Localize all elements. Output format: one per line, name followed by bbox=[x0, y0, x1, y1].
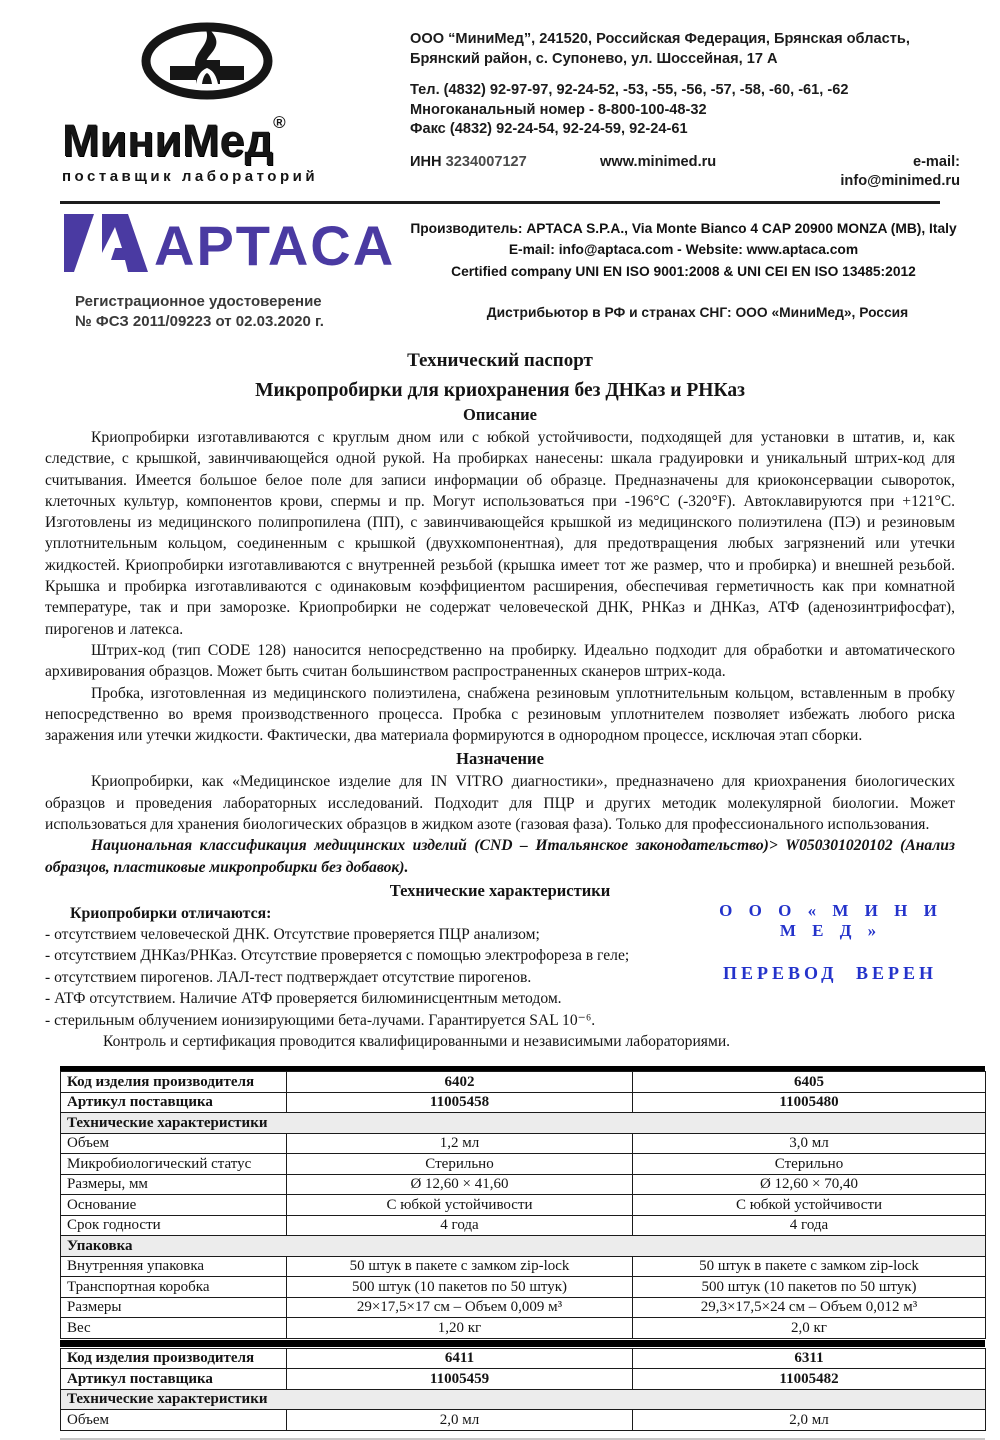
inn-value: 3234007127 bbox=[445, 153, 527, 170]
row-value: Ø 12,60 × 41,60 bbox=[287, 1174, 633, 1195]
row-value: 29×17,5×17 см – Объем 0,009 м³ bbox=[287, 1297, 633, 1318]
table-row bbox=[61, 1389, 986, 1410]
spec-tables bbox=[60, 1066, 985, 1440]
registered-mark: ® bbox=[273, 113, 286, 132]
table-section-header: Упаковка bbox=[61, 1236, 986, 1257]
row-value: 6402 bbox=[287, 1072, 633, 1093]
brand-wordmark bbox=[62, 100, 392, 164]
row-value: 500 штук (10 пакетов по 50 штук) bbox=[633, 1277, 986, 1298]
row-value: 50 штук в пакете с замком zip-lock bbox=[287, 1256, 633, 1277]
row-label: Транспортная коробка bbox=[61, 1277, 287, 1298]
row-value: 4 года bbox=[633, 1215, 986, 1236]
table-row bbox=[61, 1092, 986, 1113]
stamp-line: О О О « М И Н И М Е Д » bbox=[719, 901, 941, 940]
tech-bullet: - стерильным облучением ионизирующими бета-лучами. Гарантируется SAL 10⁻⁶. bbox=[45, 1011, 596, 1029]
table-row bbox=[61, 1277, 986, 1298]
aptaca-logo-icon bbox=[62, 211, 407, 275]
table-row bbox=[61, 1215, 986, 1236]
row-label: Основание bbox=[61, 1195, 287, 1216]
table-row bbox=[61, 1195, 986, 1216]
row-value: 2,0 мл bbox=[287, 1410, 633, 1431]
tech-bullet: - отсутствием человеческой ДНК. Отсутствие проверяется ПЦР анализом; bbox=[45, 925, 540, 943]
table-row bbox=[61, 1348, 986, 1369]
description-paragraph: Пробка, изготовленная из медицинского полиэтилена, снабжена резиновым уплотнительным кольцом, вставленным в пробку непосредственно во время производственного процесса. Пробка с резиновым уплотнителем позволяет избежать любого риска заражения или утечки жидкости. Фактически, два материала формируются в однородном процессе, исключая этап сборки. bbox=[45, 684, 955, 745]
spec-table-1 bbox=[60, 1071, 986, 1339]
doc-subtitle: Микропробирки для криохранения без ДНКаз и РНКаз bbox=[255, 380, 745, 401]
table-row bbox=[61, 1318, 986, 1339]
row-value: С юбкой устойчивости bbox=[287, 1195, 633, 1216]
row-label: Внутренняя упаковка bbox=[61, 1256, 287, 1277]
row-value: 11005459 bbox=[287, 1369, 633, 1390]
row-value: 50 штук в пакете с замком zip-lock bbox=[633, 1256, 986, 1277]
aptaca-contact-line[interactable]: E-mail: info@aptaca.com - Website: www.aptaca.com bbox=[508, 242, 859, 257]
tech-closing: Контроль и сертификация проводится квалифицированными и независимыми лабораториями. bbox=[103, 1033, 731, 1051]
distributor-line: Дистрибьютор в РФ и странах СНГ: ООО «МиниМед», Россия bbox=[486, 305, 909, 320]
description-paragraph: Криопробирки изготавливаются с круглым дном или с юбкой устойчивости, подходящей для установки в штатив, и, как следствие, с крышкой, завинчивающейся одной рукой. На пробирках нанесены: шкала градуировки и уникальный штрих-код для считывания. Имеется большое белое поле для записи информации об образце. Предназначены для криоконсервации сывороток, клеточных культур, компонентов крови, спермы и пр. Могут использоваться при -196°С (-320°F). Автоклавируются при +121°С. Изготовлены из медицинского полипропилена (ПП), с завинчивающейся крышкой из медицинского полиэтилена (ПЭ) и резиновым уплотнительным кольцом, соединенным с крышкой (двухкомпонентная), для предотвращения любых загрязнений или утечки жидкостей. Криопробирки изготавливаются с внутренней резьбой (крышка имеет тот же размер, что и пробирка) и внешней резьбой. Крышка и пробирка изготавливаются с одинаковым коэффициентом расширения, обеспечивая герметичность как при комнатной температуре, так и при заморозке. Криопробирки не содержат человеческой ДНК, РНКаз и ДНКаз, АТФ (аденозинтрифосфат), пирогенов и латекса. bbox=[45, 429, 955, 638]
svg-text:APTACA: APTACA bbox=[154, 213, 396, 275]
table-section-header: Технические характеристики bbox=[61, 1113, 986, 1134]
aptaca-header bbox=[0, 204, 1000, 283]
row-value: 6411 bbox=[287, 1348, 633, 1369]
row-value: 6405 bbox=[633, 1072, 986, 1093]
website-link[interactable]: www.minimed.ru bbox=[600, 153, 717, 170]
tech-bullet: - отсутствием ДНКаз/РНКаз. Отсутствие проверяется с помощью электрофореза в геле; bbox=[45, 947, 630, 965]
description-paragraph: Штрих-код (тип CODE 128) наносится непосредственно на пробирку. Идеально подходит для обработки и автоматического архивирования образцов. Может быть считан большинством распространенных сканеров штрих-кода. bbox=[45, 641, 955, 681]
registration-certificate bbox=[75, 292, 435, 332]
inn-label: ИНН bbox=[410, 153, 446, 170]
registration-line: № ФСЗ 2011/09223 от 02.03.2020 г. bbox=[75, 313, 324, 330]
page-header bbox=[0, 0, 1000, 192]
row-label: Срок годности bbox=[61, 1215, 287, 1236]
row-value: 29,3×17,5×24 см – Объем 0,012 м³ bbox=[633, 1297, 986, 1318]
table-section-header: Технические характеристики bbox=[61, 1389, 986, 1410]
row-label: Код изделия производителя bbox=[61, 1348, 287, 1369]
translation-stamp bbox=[705, 901, 955, 984]
minimed-logo bbox=[62, 22, 392, 192]
row-label: Размеры bbox=[61, 1297, 287, 1318]
row-value: 11005480 bbox=[633, 1092, 986, 1113]
table-row bbox=[61, 1133, 986, 1154]
row-value: 1,2 мл bbox=[287, 1133, 633, 1154]
brand-tagline: поставщик лабораторий bbox=[62, 168, 319, 185]
row-value: 6311 bbox=[633, 1348, 986, 1369]
row-label: Объем bbox=[61, 1133, 287, 1154]
table-row bbox=[61, 1236, 986, 1257]
tech-bullet: - АТФ отсутствием. Наличие АТФ проверяется билюминисцентным методом. bbox=[45, 990, 562, 1008]
aptaca-logo bbox=[62, 211, 407, 283]
table-separator bbox=[60, 1340, 985, 1347]
row-value: 3,0 мл bbox=[633, 1133, 986, 1154]
table-row bbox=[61, 1174, 986, 1195]
address-line: ООО “МиниМед”, 241520, Российская Федерация, Брянская область, bbox=[410, 31, 910, 47]
row-value: 11005458 bbox=[287, 1092, 633, 1113]
registration-line: Регистрационное удостоверение bbox=[75, 293, 322, 310]
phone-line: Многоканальный номер - 8-800-100-48-32 bbox=[410, 101, 707, 118]
row-value: 2,0 мл bbox=[633, 1410, 986, 1431]
address-line: Брянский район, с. Супонево, ул. Шоссейная, 17 А bbox=[410, 50, 778, 67]
producer-line: Производитель: APTACA S.P.A., Via Monte Bianco 4 CAP 20900 MONZA (MB), Italy bbox=[410, 220, 957, 236]
table-row bbox=[61, 1113, 986, 1134]
phone-line: Тел. (4832) 92-97-97, 92-24-52, -53, -55, -56, -57, -58, -60, -61, -62 bbox=[410, 82, 849, 98]
row-label: Вес bbox=[61, 1318, 287, 1339]
row-value: Ø 12,60 × 70,40 bbox=[633, 1174, 986, 1195]
row-label: Объем bbox=[61, 1410, 287, 1431]
registration-row bbox=[0, 282, 1000, 332]
tech-lead: Криопробирки отличаются: bbox=[70, 904, 272, 922]
table-row bbox=[61, 1369, 986, 1390]
row-value: 11005482 bbox=[633, 1369, 986, 1390]
row-value: 500 штук (10 пакетов по 50 штук) bbox=[287, 1277, 633, 1298]
row-value: 1,20 кг bbox=[287, 1318, 633, 1339]
row-label: Артикул поставщика bbox=[61, 1369, 287, 1390]
tech-bullet: - отсутствием пирогенов. ЛАЛ-тест подтверждает отсутствие пирогенов. bbox=[45, 968, 532, 986]
row-label: Код изделия производителя bbox=[61, 1072, 287, 1093]
row-value: С юбкой устойчивости bbox=[633, 1195, 986, 1216]
table-row bbox=[61, 1256, 986, 1277]
brand-text: МиниМед bbox=[62, 115, 274, 166]
row-value: 4 года bbox=[287, 1215, 633, 1236]
section-head-purpose: Назначение bbox=[456, 749, 544, 769]
row-label: Размеры, мм bbox=[61, 1174, 287, 1195]
minimed-flame-icon bbox=[140, 22, 274, 100]
stamp-line: ПЕРЕВОД ВЕРЕН bbox=[722, 963, 937, 983]
certified-line: Certified company UNI EN ISO 9001:2008 & UNI CEI EN ISO 13485:2012 bbox=[451, 263, 916, 279]
table-row bbox=[61, 1297, 986, 1318]
row-label: Микробиологический статус bbox=[61, 1154, 287, 1175]
row-value: Стерильно bbox=[287, 1154, 633, 1175]
section-head-description: Описание bbox=[463, 405, 537, 424]
row-label: Артикул поставщика bbox=[61, 1092, 287, 1113]
row-value: 2,0 кг bbox=[633, 1318, 986, 1339]
email-link[interactable]: e-mail: info@minimed.ru bbox=[840, 153, 960, 189]
table-row bbox=[61, 1410, 986, 1431]
company-contacts bbox=[392, 22, 960, 192]
spec-table-2 bbox=[60, 1348, 986, 1431]
phone-line: Факс (4832) 92-24-54, 92-24-59, 92-24-61 bbox=[410, 121, 688, 137]
section-head-tech: Технические характеристики bbox=[389, 880, 611, 900]
inn bbox=[410, 153, 600, 192]
table-row bbox=[61, 1072, 986, 1093]
aptaca-info bbox=[407, 211, 960, 283]
row-value: Стерильно bbox=[633, 1154, 986, 1175]
purpose-paragraph: Криопробирки, как «Медицинское изделие для IN VITRO диагностики», предназначено для криохранения биологических образцов и проведения лабораторных исследований. Подходит для ПЦР и других методик молекулярной биологии. Может использоваться для хранения биологических образцов в жидком азоте (газовая фаза). Только для профессионального использования. bbox=[45, 773, 955, 834]
table-row bbox=[61, 1154, 986, 1175]
cnd-classification: Национальная классификация медицинских изделий (CND – Итальянское законодательство)> W050301020102 (Анализ образцов, пластиковые микропробирки без добавок). bbox=[45, 837, 955, 876]
doc-title: Технический паспорт bbox=[407, 350, 593, 371]
